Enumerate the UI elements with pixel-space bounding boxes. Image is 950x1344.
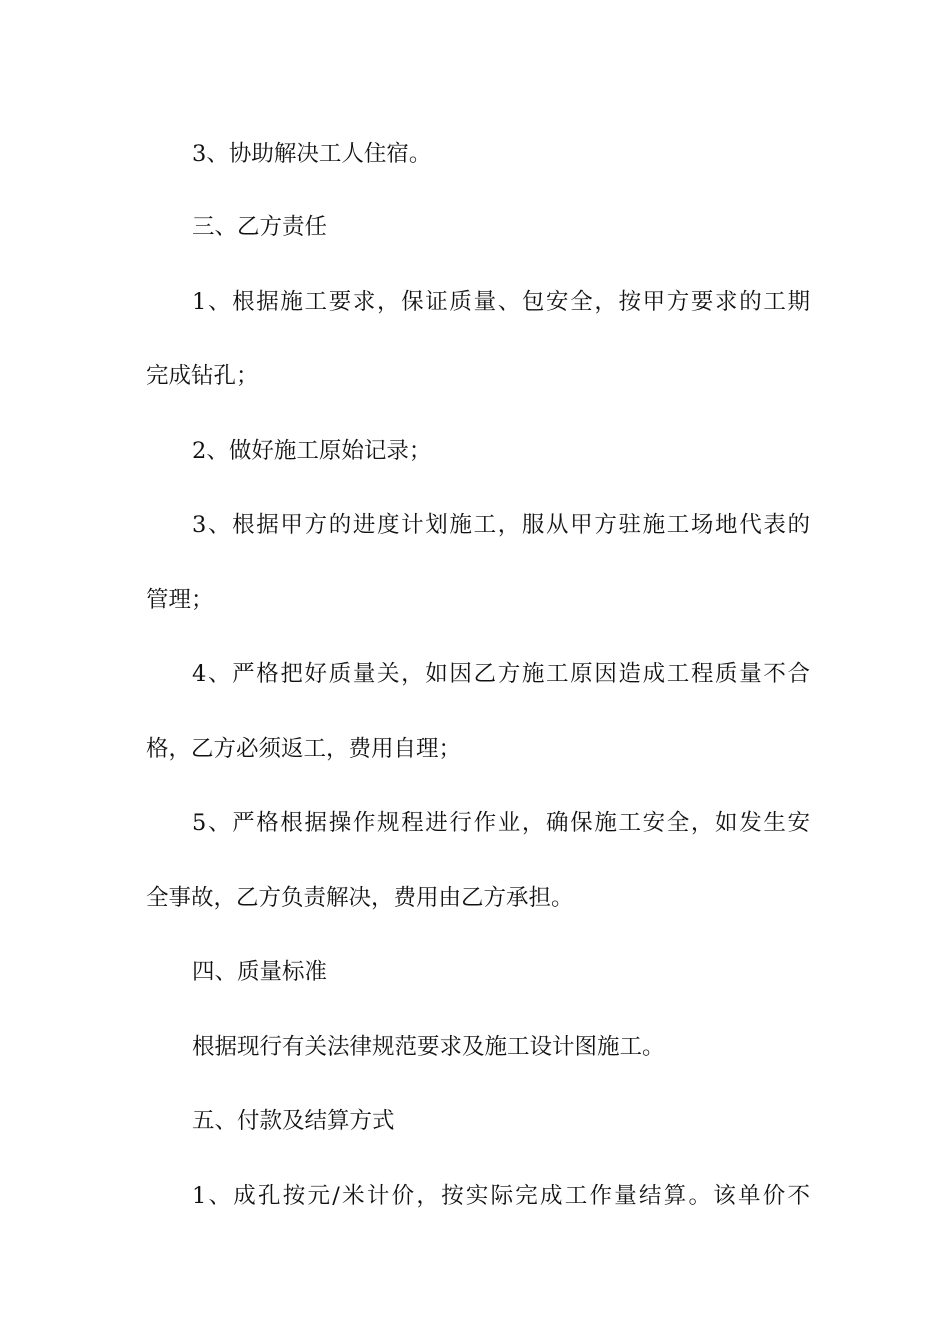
paragraph-line: 4、严格把好质量关，如因乙方施工原因造成工程质量不合 bbox=[192, 661, 810, 687]
section-heading: 四、质量标准 bbox=[192, 959, 328, 985]
paragraph-line: 1、根据施工要求，保证质量、包安全，按甲方要求的工期 bbox=[192, 289, 810, 315]
paragraph-line: 5、严格根据操作规程进行作业，确保施工安全，如发生安 bbox=[192, 810, 810, 836]
paragraph-line: 3、根据甲方的进度计划施工，服从甲方驻施工场地代表的 bbox=[192, 512, 810, 538]
paragraph-line: 管理； bbox=[146, 587, 214, 613]
paragraph-line: 3、协助解决工人住宿。 bbox=[192, 141, 432, 167]
paragraph-line: 完成钻孔； bbox=[146, 363, 259, 389]
paragraph-line: 全事故，乙方负责解决，费用由乙方承担。 bbox=[146, 885, 574, 911]
paragraph-line: 根据现行有关法律规范要求及施工设计图施工。 bbox=[192, 1034, 665, 1060]
section-heading: 五、付款及结算方式 bbox=[192, 1108, 395, 1134]
paragraph-line: 1、成孔按元/米计价，按实际完成工作量结算。该单价不 bbox=[192, 1183, 810, 1209]
section-heading: 三、乙方责任 bbox=[192, 214, 328, 240]
paragraph-line: 格，乙方必须返工，费用自理； bbox=[146, 736, 462, 762]
paragraph-line: 2、做好施工原始记录； bbox=[192, 438, 432, 464]
